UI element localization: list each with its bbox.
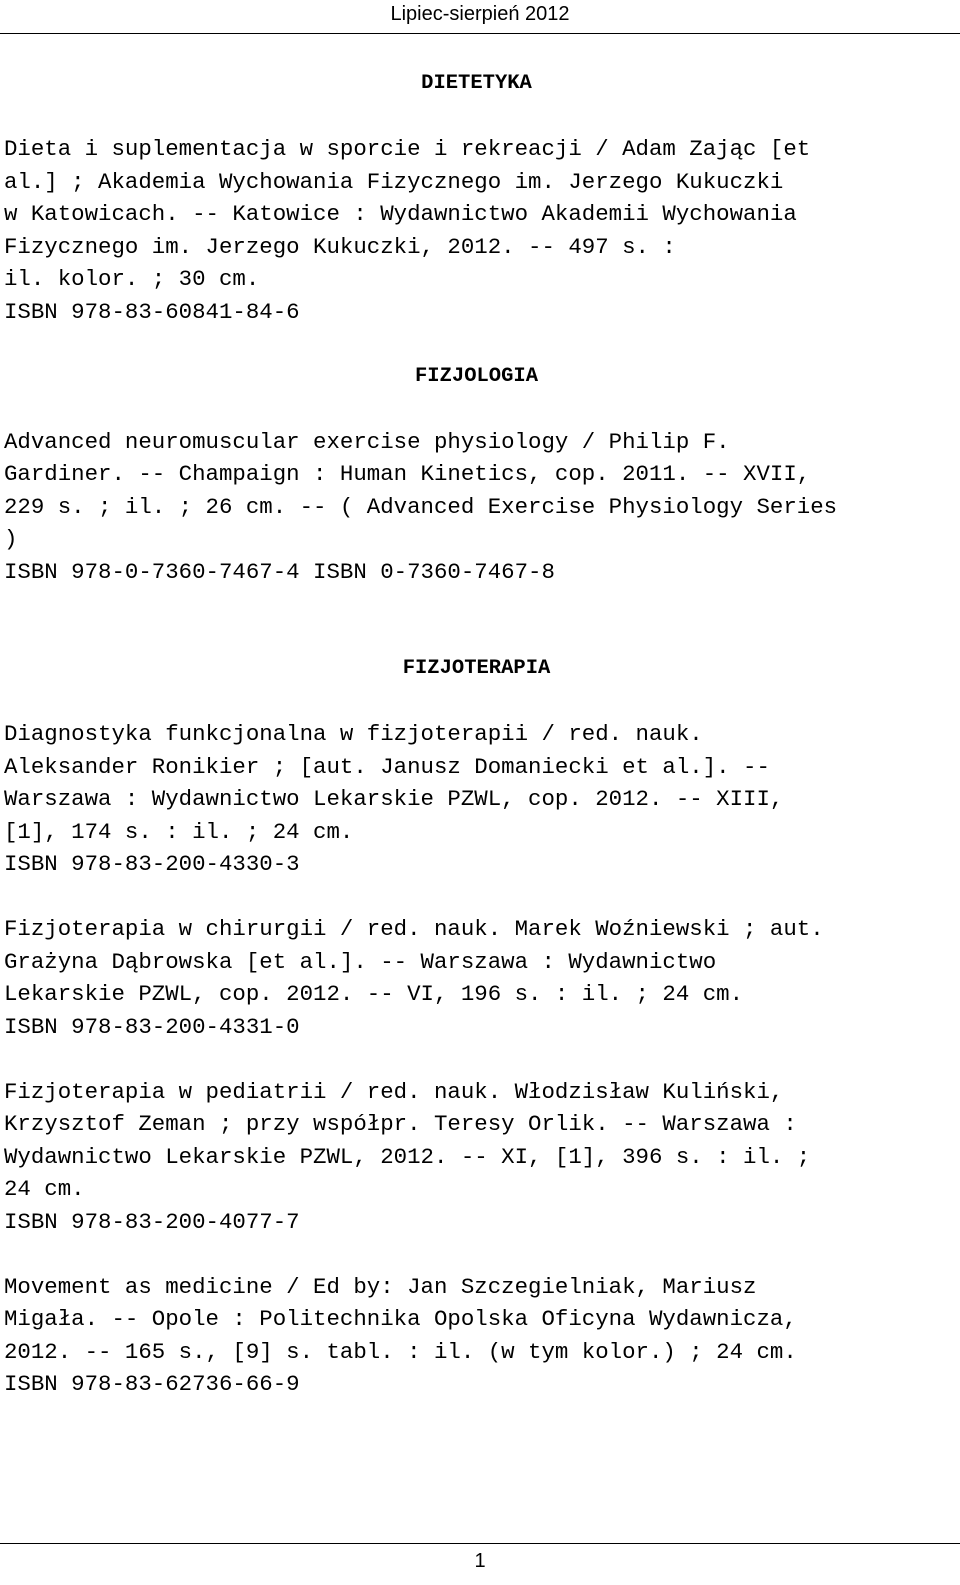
entry-line: Advanced neuromuscular exercise physiology / Philip F.	[4, 428, 730, 455]
entry-isbn: ISBN 978-83-60841-84-6	[4, 298, 300, 325]
section-fizjologia	[4, 361, 949, 589]
section-heading: DIETETYKA	[421, 72, 532, 95]
document-body	[4, 68, 949, 1433]
entry-line: Movement as medicine / Ed by: Jan Szczegielniak, Mariusz	[4, 1273, 757, 1300]
entry-line: il. kolor. ; 30 cm.	[4, 266, 260, 292]
entry-line: Migała. -- Opole : Politechnika Opolska Oficyna Wydawnicza,	[4, 1306, 797, 1332]
entry-line: Aleksander Ronikier ; [aut. Janusz Domaniecki et al.]. --	[4, 753, 770, 780]
footer-divider	[0, 1543, 960, 1544]
header-divider	[0, 33, 960, 34]
page-number: 1	[474, 1550, 486, 1572]
section-dietetyka	[4, 68, 949, 328]
entry-isbn: ISBN 978-0-7360-7467-4 ISBN 0-7360-7467-8	[4, 558, 555, 585]
bibliographic-entry	[4, 913, 949, 1043]
entry-line: Fizjoterapia w chirurgii / red. nauk. Marek Woźniewski ; aut.	[4, 916, 824, 942]
entry-line: Dieta i suplementacja w sporcie i rekreacji / Adam Zając [et	[4, 136, 811, 162]
entry-line: 229 s. ; il. ; 26 cm. -- ( Advanced Exercise Physiology Series	[4, 493, 838, 520]
entry-line: Wydawnictwo Lekarskie PZWL, 2012. -- XI, [1], 396 s. : il. ;	[4, 1143, 811, 1170]
entry-line: w Katowicach. -- Katowice : Wydawnictwo Akademii Wychowania	[4, 201, 797, 227]
bibliographic-entry	[4, 1076, 949, 1239]
header-title: Lipiec-sierpień 2012	[390, 3, 570, 25]
entry-line: Grażyna Dąbrowska [et al.]. -- Warszawa : Wydawnictwo	[4, 948, 717, 975]
page-header	[0, 0, 960, 33]
entry-line: Krzysztof Zeman ; przy współpr. Teresy Orlik. -- Warszawa :	[4, 1111, 797, 1137]
entry-line: [1], 174 s. : il. ; 24 cm.	[4, 818, 354, 845]
bibliographic-entry	[4, 426, 949, 589]
entry-isbn: ISBN 978-83-200-4077-7	[4, 1208, 300, 1235]
section-fizjoterapia	[4, 653, 949, 1401]
bibliographic-entry	[4, 1271, 949, 1401]
entry-isbn: ISBN 978-83-200-4331-0	[4, 1013, 300, 1040]
entry-isbn: ISBN 978-83-200-4330-3	[4, 851, 300, 877]
section-heading: FIZJOLOGIA	[414, 364, 539, 388]
entry-line: Lekarskie PZWL, cop. 2012. -- VI, 196 s. : il. ; 24 cm.	[4, 981, 744, 1007]
entry-line: 24 cm.	[4, 1176, 85, 1202]
entry-line: al.] ; Akademia Wychowania Fizycznego im. Jerzego Kukuczki	[4, 168, 784, 195]
bibliographic-entry	[4, 133, 949, 328]
section-heading: FIZJOTERAPIA	[402, 657, 551, 680]
entry-isbn: ISBN 978-83-62736-66-9	[4, 1371, 300, 1397]
entry-line: )	[4, 526, 18, 552]
entry-line: Warszawa : Wydawnictwo Lekarskie PZWL, cop. 2012. -- XIII,	[4, 786, 784, 812]
entry-line: Fizycznego im. Jerzego Kukuczki, 2012. -- 497 s. :	[4, 233, 676, 260]
bibliographic-entry	[4, 718, 949, 881]
entry-line: Gardiner. -- Champaign : Human Kinetics, cop. 2011. -- XVII,	[4, 461, 811, 487]
entry-line: 2012. -- 165 s., [9] s. tabl. : il. (w tym kolor.) ; 24 cm.	[4, 1338, 797, 1365]
entry-line: Diagnostyka funkcjonalna w fizjoterapii / red. nauk.	[4, 721, 703, 747]
entry-line: Fizjoterapia w pediatrii / red. nauk. Włodzisław Kuliński,	[4, 1078, 784, 1105]
